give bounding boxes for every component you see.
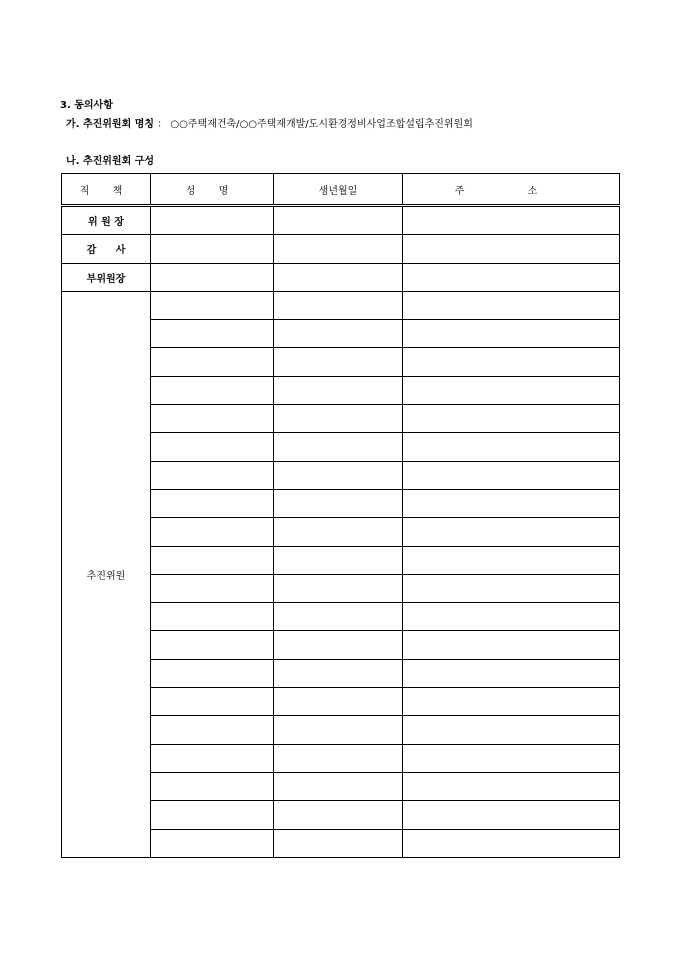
table-row	[62, 263, 620, 291]
table-header-row	[62, 174, 620, 206]
address-cell[interactable]	[403, 772, 620, 800]
name-cell[interactable]	[151, 801, 274, 829]
birth-cell[interactable]	[274, 603, 403, 631]
birth-cell[interactable]	[274, 263, 403, 291]
address-cell[interactable]	[403, 376, 620, 404]
header-role: 직 책	[62, 174, 151, 206]
birth-cell[interactable]	[274, 518, 403, 546]
table-row	[62, 206, 620, 235]
birth-cell[interactable]	[274, 659, 403, 687]
section-title: 3. 동의사항	[60, 100, 113, 111]
address-cell[interactable]	[403, 489, 620, 517]
birth-cell[interactable]	[274, 461, 403, 489]
birth-cell[interactable]	[274, 829, 403, 857]
name-cell[interactable]	[151, 772, 274, 800]
birth-cell[interactable]	[274, 348, 403, 376]
name-cell[interactable]	[151, 206, 274, 235]
role-chair: 위 원 장	[62, 206, 151, 235]
birth-cell[interactable]	[274, 546, 403, 574]
composition-label: 나. 추진위원회 구성	[66, 156, 155, 167]
birth-cell[interactable]	[274, 235, 403, 263]
address-cell[interactable]	[403, 603, 620, 631]
role-vice: 부위원장	[62, 263, 151, 291]
birth-cell[interactable]	[274, 405, 403, 433]
address-cell[interactable]	[403, 433, 620, 461]
address-cell[interactable]	[403, 291, 620, 319]
address-cell[interactable]	[403, 631, 620, 659]
role-member: 추진위원	[62, 291, 151, 857]
birth-cell[interactable]	[274, 433, 403, 461]
name-cell[interactable]	[151, 829, 274, 857]
address-cell[interactable]	[403, 744, 620, 772]
address-cell[interactable]	[403, 518, 620, 546]
address-cell[interactable]	[403, 320, 620, 348]
header-name: 성 명	[151, 174, 274, 206]
address-cell[interactable]	[403, 348, 620, 376]
birth-cell[interactable]	[274, 489, 403, 517]
birth-cell[interactable]	[274, 688, 403, 716]
birth-cell[interactable]	[274, 716, 403, 744]
birth-cell[interactable]	[274, 320, 403, 348]
name-cell[interactable]	[151, 716, 274, 744]
birth-cell[interactable]	[274, 631, 403, 659]
birth-cell[interactable]	[274, 801, 403, 829]
name-cell[interactable]	[151, 461, 274, 489]
name-cell[interactable]	[151, 433, 274, 461]
name-cell[interactable]	[151, 320, 274, 348]
address-cell[interactable]	[403, 405, 620, 433]
address-cell[interactable]	[403, 574, 620, 602]
role-auditor: 감 사	[62, 235, 151, 263]
birth-cell[interactable]	[274, 376, 403, 404]
name-cell[interactable]	[151, 659, 274, 687]
table-row	[62, 291, 620, 319]
committee-name-line	[66, 115, 473, 130]
name-cell[interactable]	[151, 489, 274, 517]
name-cell[interactable]	[151, 603, 274, 631]
name-cell[interactable]	[151, 744, 274, 772]
name-cell[interactable]	[151, 348, 274, 376]
name-cell[interactable]	[151, 688, 274, 716]
table-row	[62, 235, 620, 263]
header-birth: 생년월일	[274, 174, 403, 206]
birth-cell[interactable]	[274, 744, 403, 772]
address-cell[interactable]	[403, 659, 620, 687]
committee-table	[61, 173, 620, 858]
name-cell[interactable]	[151, 574, 274, 602]
separator: ：	[157, 119, 168, 130]
name-cell[interactable]	[151, 631, 274, 659]
birth-cell[interactable]	[274, 772, 403, 800]
name-cell[interactable]	[151, 376, 274, 404]
committee-name-label: 가. 추진위원회 명칭	[66, 119, 155, 130]
address-cell[interactable]	[403, 801, 620, 829]
address-cell[interactable]	[403, 263, 620, 291]
name-cell[interactable]	[151, 518, 274, 546]
address-cell[interactable]	[403, 546, 620, 574]
address-cell[interactable]	[403, 688, 620, 716]
address-cell[interactable]	[403, 716, 620, 744]
birth-cell[interactable]	[274, 206, 403, 235]
name-cell[interactable]	[151, 405, 274, 433]
name-cell[interactable]	[151, 263, 274, 291]
address-cell[interactable]	[403, 206, 620, 235]
name-cell[interactable]	[151, 291, 274, 319]
name-cell[interactable]	[151, 235, 274, 263]
header-address: 주 소	[403, 174, 620, 206]
birth-cell[interactable]	[274, 574, 403, 602]
name-cell[interactable]	[151, 546, 274, 574]
committee-name-value: ○○주택재건축/○○주택재개발/도시환경정비사업조합설립추진위원회	[170, 119, 473, 130]
address-cell[interactable]	[403, 829, 620, 857]
address-cell[interactable]	[403, 235, 620, 263]
birth-cell[interactable]	[274, 291, 403, 319]
address-cell[interactable]	[403, 461, 620, 489]
